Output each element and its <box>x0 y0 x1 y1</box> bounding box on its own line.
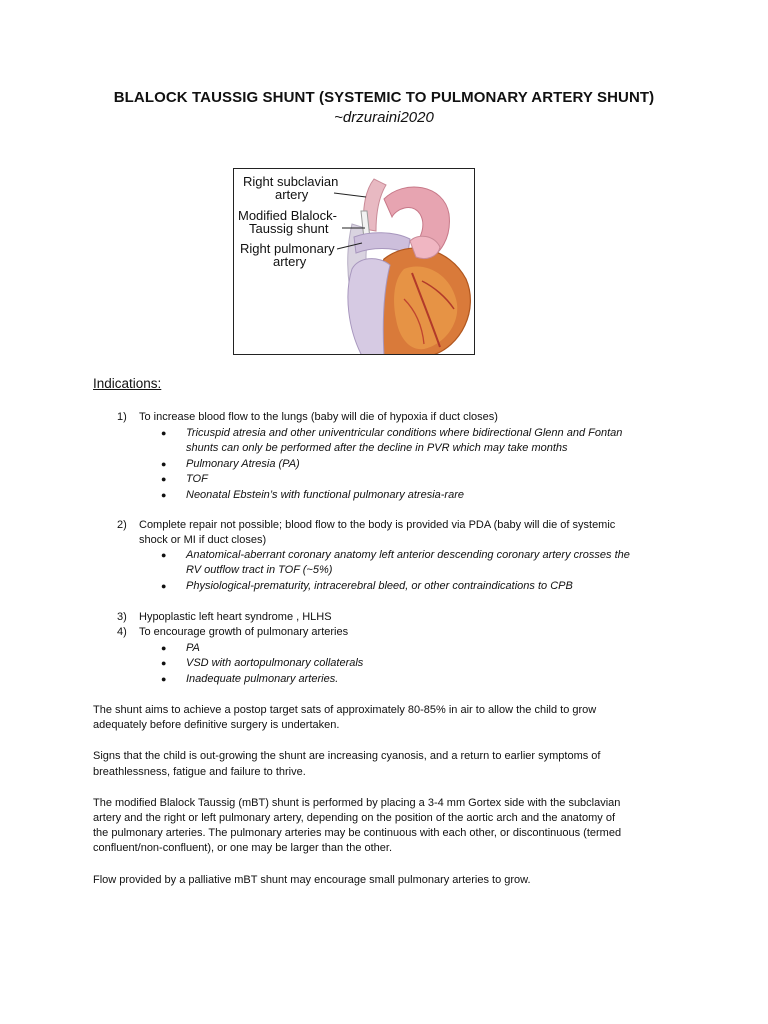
label-right-subclavian-artery: artery <box>275 187 309 202</box>
item-1-text: To increase blood flow to the lungs (baby will die of hypoxia if duct closes) <box>139 411 498 423</box>
bullet-icon: ● <box>161 581 167 591</box>
paragraph-1-line-1: The shunt aims to achieve a postop target sats of approximately 80-85% in air to allow the child to grow <box>93 704 597 716</box>
bullet-icon: ● <box>161 658 167 668</box>
bullet-icon: ● <box>161 643 167 653</box>
item-2-line-1: Complete repair not possible; blood flow to the body is provided via PDA (baby will die of systemic <box>139 519 616 531</box>
bullet-icon: ● <box>161 550 167 560</box>
document-title: BLALOCK TAUSSIG SHUNT (SYSTEMIC TO PULMONARY ARTERY SHUNT) <box>113 89 655 106</box>
bullet-icon: ● <box>161 428 167 438</box>
paragraph-3-line-3: the pulmonary arteries. The pulmonary arteries may be continuous with each other, or discontinuous (termed <box>93 827 622 839</box>
item-4-text: To encourage growth of pulmonary arteries <box>139 626 349 638</box>
item-4-bullet-2: VSD with aortopulmonary collaterals <box>186 657 364 669</box>
label-modified-blalock: Modified Blalock- <box>238 208 337 223</box>
item-1-bullet-2: Pulmonary Atresia (PA) <box>186 458 300 470</box>
item-3-text: Hypoplastic left heart syndrome , HLHS <box>139 611 332 623</box>
label-right-pulmonary-artery: artery <box>273 254 307 269</box>
paragraph-4: Flow provided by a palliative mBT shunt may encourage small pulmonary arteries to grow. <box>93 874 531 886</box>
document-author: ~drzuraini2020 <box>334 109 434 126</box>
heart-illustration-figure <box>233 168 475 355</box>
item-1-bullet-1-line-2: shunts can only be performed after the decline in PVR which may take months <box>186 442 568 454</box>
item-2-number: 2) <box>117 519 127 531</box>
item-1-bullet-4: Neonatal Ebstein’s with functional pulmonary atresia-rare <box>186 489 464 501</box>
item-4-bullet-1: PA <box>186 642 200 654</box>
item-2-bullet-2: Physiological-prematurity, intracerebral bleed, or other contraindications to CPB <box>186 580 573 592</box>
label-right-pulmonary: Right pulmonary <box>240 241 335 256</box>
paragraph-2-line-2: breathlessness, fatigue and failure to thrive. <box>93 766 306 778</box>
paragraph-1-line-2: adequately before definitive surgery is undertaken. <box>93 719 340 731</box>
item-2-bullet-1-line-2: RV outflow tract in TOF (~5%) <box>186 564 333 576</box>
item-1-number: 1) <box>117 411 127 423</box>
paragraph-2-line-1: Signs that the child is out-growing the shunt are increasing cyanosis, and a return to earlier symptoms of <box>93 750 601 762</box>
paragraph-3-line-2: artery and the right or left pulmonary artery, depending on the position of the aortic arch and the anatomy of <box>93 812 615 824</box>
paragraph-3-line-1: The modified Blalock Taussig (mBT) shunt is performed by placing a 3-4 mm Gortex side with the subclavian <box>93 797 621 809</box>
item-4-number: 4) <box>117 626 127 638</box>
item-1-bullet-1-line-1: Tricuspid atresia and other univentricular conditions where bidirectional Glenn and Fontan <box>186 427 623 439</box>
paragraph-3-line-4: confluent/non-confluent), or one may be larger than the other. <box>93 842 393 854</box>
indications-heading: Indications: <box>93 376 162 391</box>
item-1-bullet-3: TOF <box>186 473 208 485</box>
bullet-icon: ● <box>161 490 167 500</box>
item-3-number: 3) <box>117 611 127 623</box>
heart-illustration <box>234 169 475 355</box>
bullet-icon: ● <box>161 459 167 469</box>
item-4-bullet-3: Inadequate pulmonary arteries. <box>186 673 339 685</box>
bullet-icon: ● <box>161 474 167 484</box>
label-right-subclavian: Right subclavian <box>243 174 339 189</box>
bullet-icon: ● <box>161 674 167 684</box>
item-2-bullet-1-line-1: Anatomical-aberrant coronary anatomy left anterior descending coronary artery crosses the <box>186 549 630 561</box>
item-2-line-2: shock or MI if duct closes) <box>139 534 267 546</box>
label-taussig-shunt: Taussig shunt <box>249 221 329 236</box>
